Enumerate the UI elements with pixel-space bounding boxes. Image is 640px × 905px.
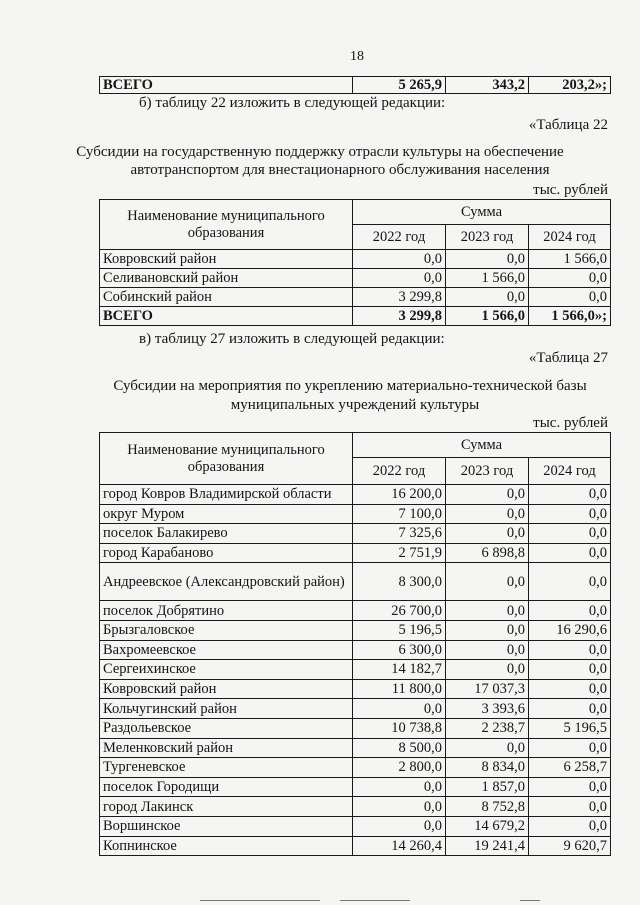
- value-2024: 0,0: [529, 777, 611, 797]
- total-row: [100, 77, 611, 94]
- value-2024: 0,0: [529, 738, 611, 758]
- row-name: Раздольевское: [100, 718, 353, 738]
- value-2022: 0,0: [353, 699, 446, 719]
- table22-label: «Таблица 22: [528, 117, 608, 133]
- value-2024: 0,0: [529, 288, 611, 307]
- value-2024: 0,0: [529, 485, 611, 505]
- value-2024: 0,0: [529, 679, 611, 699]
- value-2022: 2 800,0: [353, 758, 446, 778]
- value-2023: 2 238,7: [446, 718, 529, 738]
- value-2022: 11 800,0: [353, 679, 446, 699]
- table22-total-row: [100, 307, 611, 326]
- row-name: город Лакинск: [100, 797, 353, 817]
- value-2023: 17 037,3: [446, 679, 529, 699]
- year-2024-header: 2024 год: [529, 458, 611, 485]
- value-2024: 6 258,7: [529, 758, 611, 778]
- table27-units: тыс. рублей: [533, 415, 608, 431]
- table27-label: «Таблица 27: [528, 350, 608, 366]
- table-row: [100, 816, 611, 836]
- row-name: город Ковров Владимирской области: [100, 485, 353, 505]
- total-2022: 5 265,9: [353, 77, 446, 94]
- name-header-line2: образования: [187, 224, 265, 241]
- table27-title-line2: муниципальных учреждений культуры: [230, 397, 480, 413]
- row-name: Брызгаловское: [100, 620, 353, 640]
- value-2023: 1 566,0: [446, 269, 529, 288]
- table-row: [100, 699, 611, 719]
- table-row: [100, 563, 611, 601]
- value-2023: 8 834,0: [446, 758, 529, 778]
- value-2022: 0,0: [353, 777, 446, 797]
- value-2022: 14 260,4: [353, 836, 446, 856]
- value-2024: 0,0: [529, 269, 611, 288]
- table-row: [100, 504, 611, 524]
- value-2022: 2 751,9: [353, 543, 446, 563]
- value-2024: 0,0: [529, 660, 611, 680]
- row-name: Собинский район: [100, 288, 353, 307]
- value-2024: 16 290,6: [529, 620, 611, 640]
- value-2023: 0,0: [446, 601, 529, 621]
- total-label: ВСЕГО: [100, 77, 353, 94]
- table-row: [100, 250, 611, 269]
- value-2024: 0,0: [529, 601, 611, 621]
- year-2023-header: 2023 год: [446, 225, 529, 250]
- value-2022: 16 200,0: [353, 485, 446, 505]
- table-row: [100, 288, 611, 307]
- value-2022: 7 325,6: [353, 524, 446, 544]
- value-2023: 0,0: [446, 660, 529, 680]
- total-2023: 343,2: [446, 77, 529, 94]
- value-2022: 7 100,0: [353, 504, 446, 524]
- table22-header-row: [100, 200, 611, 225]
- value-2023: 0,0: [446, 563, 529, 601]
- value-2024: 0,0: [529, 699, 611, 719]
- value-2023: 0,0: [446, 504, 529, 524]
- value-2023: 0,0: [446, 485, 529, 505]
- table22: [99, 199, 611, 326]
- row-name: поселок Городищи: [100, 777, 353, 797]
- row-name: Андреевское (Александровский район): [100, 563, 353, 601]
- value-2022: 0,0: [353, 250, 446, 269]
- table22-name-header: [100, 200, 353, 250]
- scan-edge-mark: [520, 900, 540, 901]
- value-2023: 6 898,8: [446, 543, 529, 563]
- total-2024: 203,2»;: [529, 77, 611, 94]
- year-2022-header: 2022 год: [353, 225, 446, 250]
- year-2023-header: 2023 год: [446, 458, 529, 485]
- total-2023: 1 566,0: [446, 307, 529, 326]
- value-2023: 0,0: [446, 738, 529, 758]
- name-header-line1: Наименование муниципального: [127, 441, 325, 458]
- value-2022: 5 196,5: [353, 620, 446, 640]
- value-2023: 0,0: [446, 524, 529, 544]
- value-2024: 0,0: [529, 524, 611, 544]
- value-2024: 9 620,7: [529, 836, 611, 856]
- row-name: Меленковский район: [100, 738, 353, 758]
- value-2022: 8 500,0: [353, 738, 446, 758]
- value-2022: 0,0: [353, 797, 446, 817]
- row-name: Тургеневское: [100, 758, 353, 778]
- scan-edge-mark: [340, 900, 410, 901]
- value-2023: 1 857,0: [446, 777, 529, 797]
- table22-title-line1: Субсидии на государственную поддержку отрасли культуры на обеспечение: [76, 144, 564, 160]
- table-row: [100, 620, 611, 640]
- row-name: Копнинское: [100, 836, 353, 856]
- table-row: [100, 601, 611, 621]
- value-2022: 6 300,0: [353, 640, 446, 660]
- value-2024: 0,0: [529, 543, 611, 563]
- row-name: Сергеихинское: [100, 660, 353, 680]
- table-row: [100, 836, 611, 856]
- row-name: поселок Добрятино: [100, 601, 353, 621]
- row-name: поселок Балакирево: [100, 524, 353, 544]
- top-total-table: [99, 76, 611, 94]
- value-2023: 3 393,6: [446, 699, 529, 719]
- total-2022: 3 299,8: [353, 307, 446, 326]
- table27-header-row: [100, 433, 611, 458]
- value-2023: 14 679,2: [446, 816, 529, 836]
- value-2024: 5 196,5: [529, 718, 611, 738]
- scan-edge-mark: [200, 900, 320, 901]
- value-2023: 0,0: [446, 620, 529, 640]
- table27-name-header: [100, 433, 353, 485]
- table27-sum-header: Сумма: [353, 433, 611, 458]
- name-header-line2: образования: [187, 458, 265, 475]
- value-2024: 0,0: [529, 640, 611, 660]
- value-2023: 19 241,4: [446, 836, 529, 856]
- row-name: Кольчугинский район: [100, 699, 353, 719]
- value-2022: 0,0: [353, 269, 446, 288]
- table-row: [100, 485, 611, 505]
- table-row: [100, 524, 611, 544]
- row-name: Селивановский район: [100, 269, 353, 288]
- year-2024-header: 2024 год: [529, 225, 611, 250]
- table22-units: тыс. рублей: [533, 182, 608, 198]
- instruction-v: в) таблицу 27 изложить в следующей редакции:: [139, 331, 445, 347]
- value-2024: 0,0: [529, 504, 611, 524]
- page-number: 18: [350, 49, 364, 64]
- table-row: [100, 660, 611, 680]
- value-2023: 0,0: [446, 250, 529, 269]
- table-row: [100, 777, 611, 797]
- value-2022: 3 299,8: [353, 288, 446, 307]
- value-2024: 1 566,0: [529, 250, 611, 269]
- value-2023: 0,0: [446, 640, 529, 660]
- table-row: [100, 738, 611, 758]
- table-row: [100, 797, 611, 817]
- value-2022: 14 182,7: [353, 660, 446, 680]
- value-2024: 0,0: [529, 563, 611, 601]
- value-2024: 0,0: [529, 797, 611, 817]
- row-name: город Карабаново: [100, 543, 353, 563]
- value-2023: 8 752,8: [446, 797, 529, 817]
- table27-title-line1: Субсидии на мероприятия по укреплению материально-технической базы: [113, 378, 587, 394]
- row-name: Воршинское: [100, 816, 353, 836]
- table22-title-line2: автотранспортом для внестационарного обслуживания населения: [130, 162, 550, 178]
- value-2022: 8 300,0: [353, 563, 446, 601]
- value-2023: 0,0: [446, 288, 529, 307]
- table27: [99, 432, 611, 856]
- value-2022: 10 738,8: [353, 718, 446, 738]
- instruction-b: б) таблицу 22 изложить в следующей редакции:: [139, 95, 446, 111]
- table-row: [100, 679, 611, 699]
- table22-sum-header: Сумма: [353, 200, 611, 225]
- name-header-line1: Наименование муниципального: [127, 207, 325, 224]
- total-2024: 1 566,0»;: [529, 307, 611, 326]
- table-row: [100, 758, 611, 778]
- total-label: ВСЕГО: [100, 307, 353, 326]
- row-name: Вахромеевское: [100, 640, 353, 660]
- row-name: округ Муром: [100, 504, 353, 524]
- table-row: [100, 718, 611, 738]
- year-2022-header: 2022 год: [353, 458, 446, 485]
- value-2024: 0,0: [529, 816, 611, 836]
- value-2022: 0,0: [353, 816, 446, 836]
- row-name: Ковровский район: [100, 250, 353, 269]
- table-row: [100, 543, 611, 563]
- table-row: [100, 640, 611, 660]
- table-row: [100, 269, 611, 288]
- value-2022: 26 700,0: [353, 601, 446, 621]
- row-name: Ковровский район: [100, 679, 353, 699]
